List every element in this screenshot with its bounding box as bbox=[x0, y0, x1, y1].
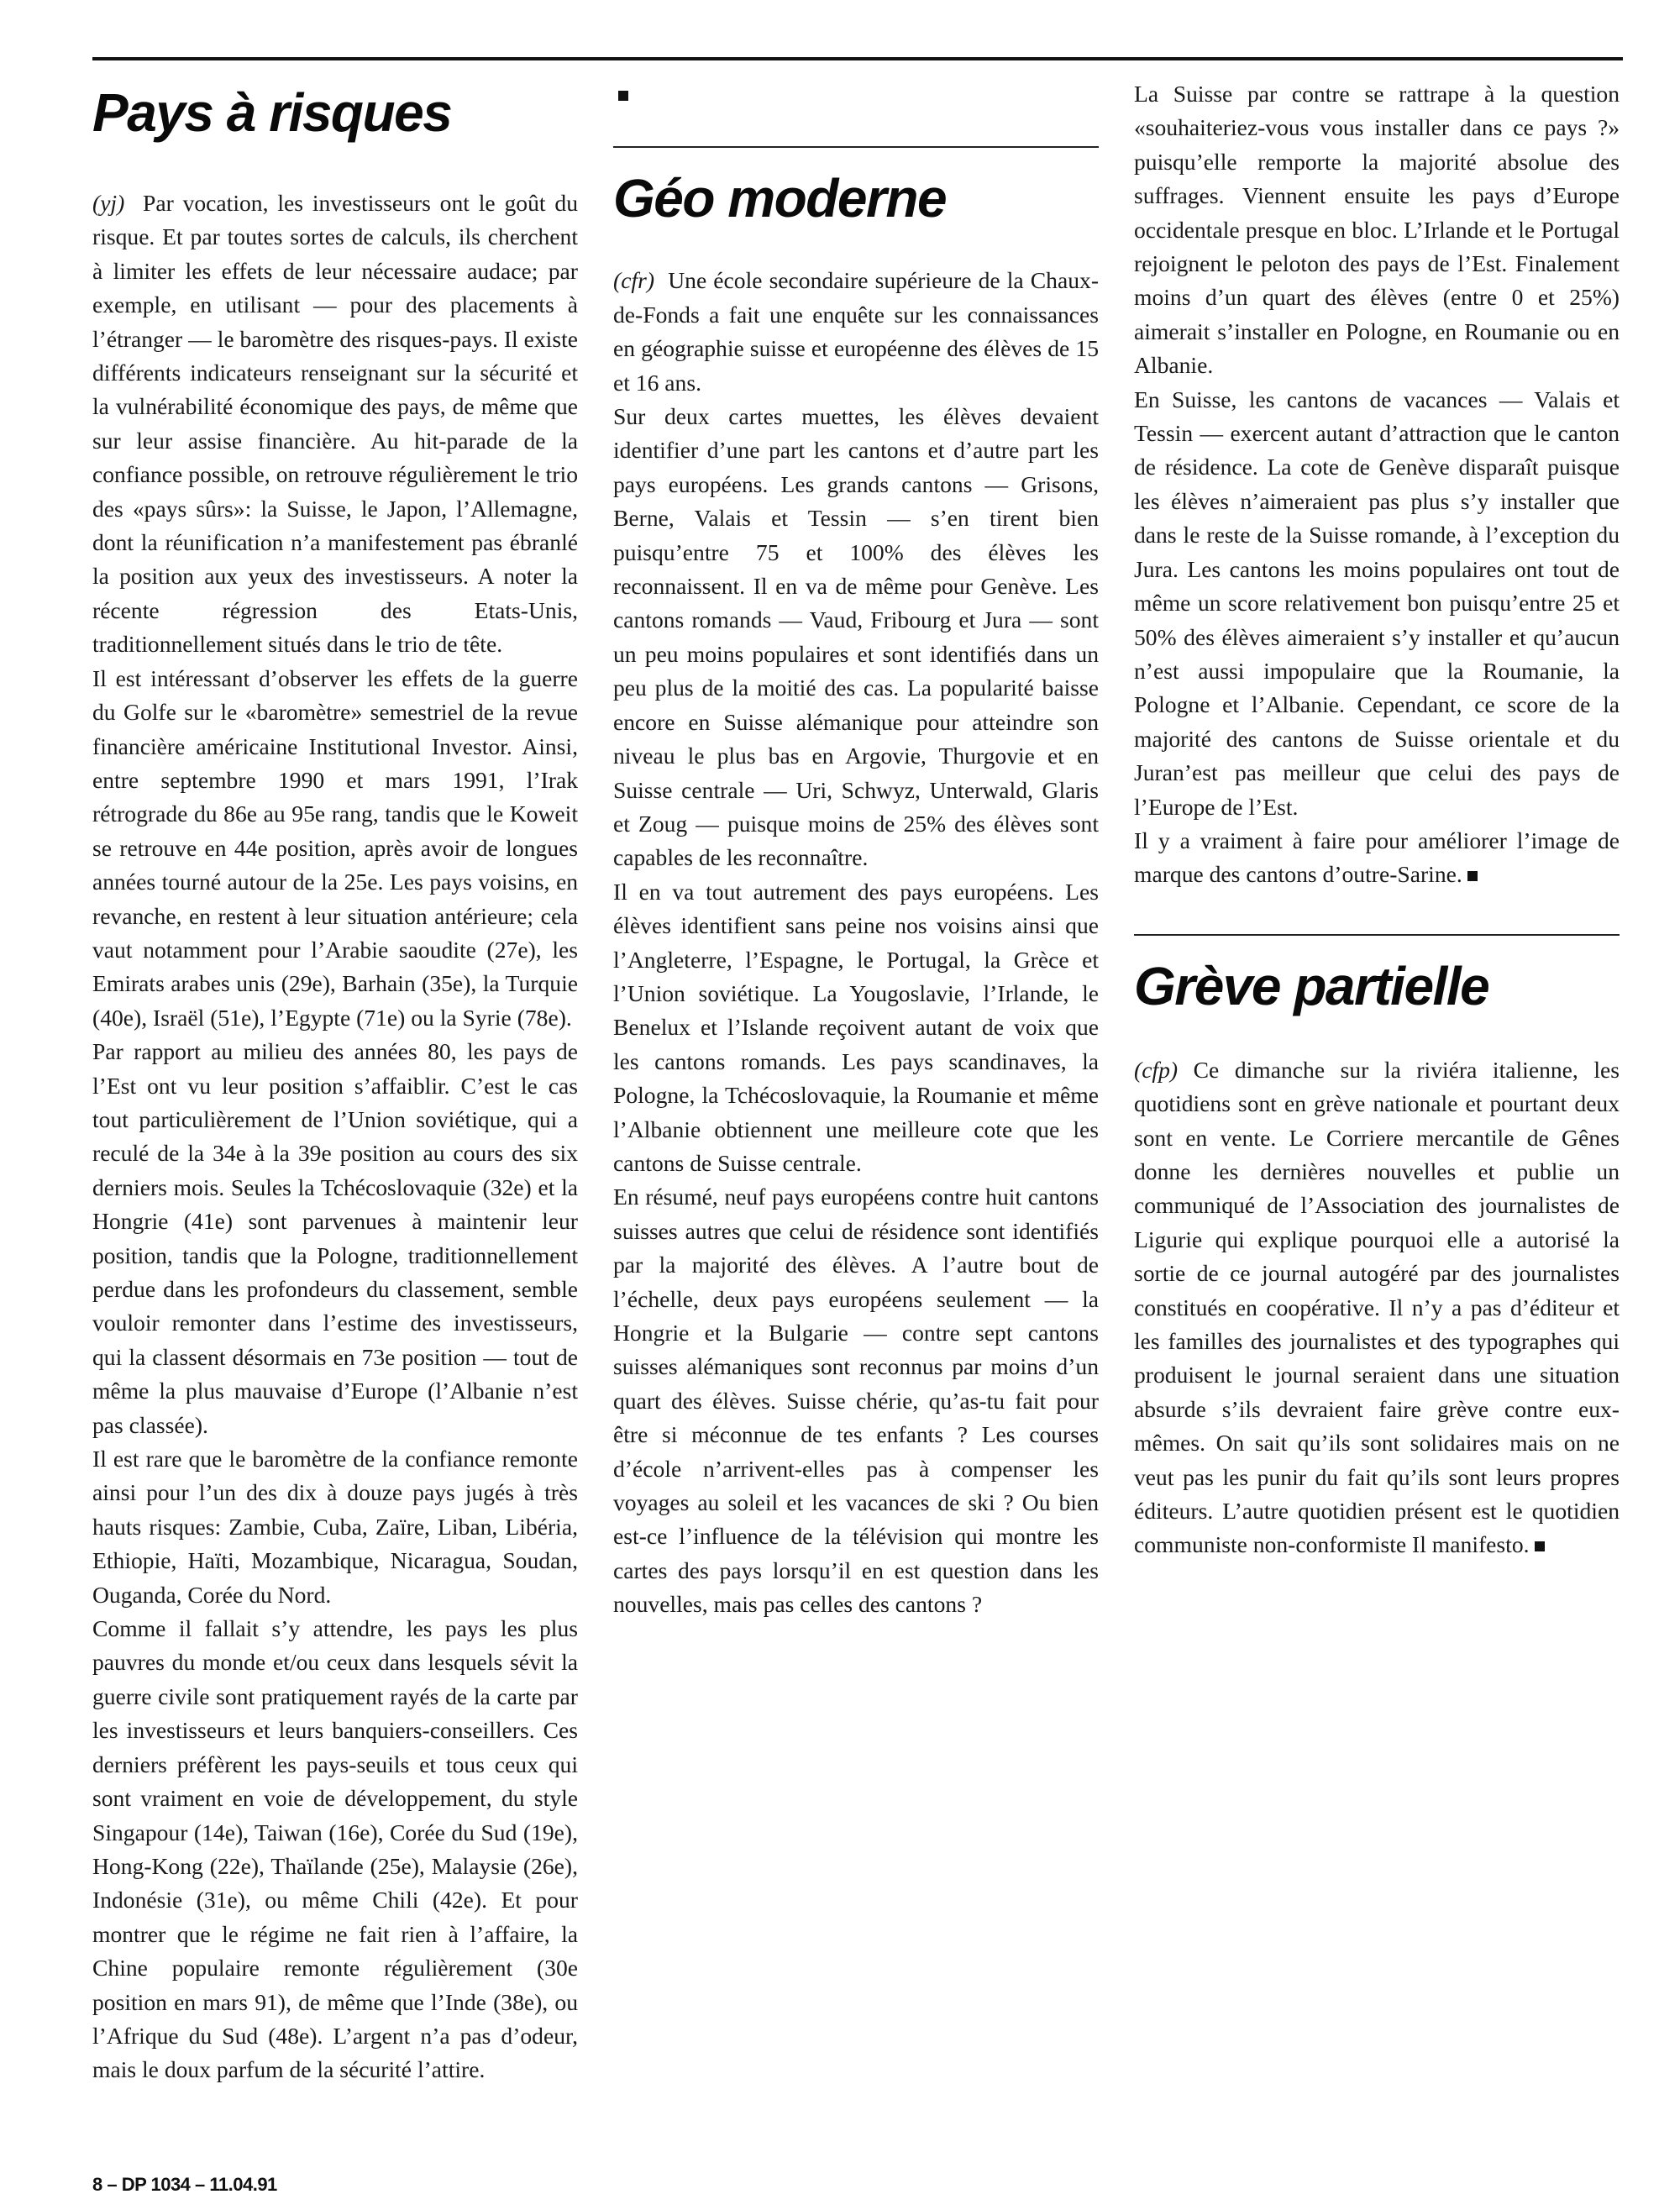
paragraph-text: La Suisse par contre se rattrape à la question «souhaiteriez-vous vous installer dans ce pays ?» puisqu’elle remporte la majorité absolue des suffrages. Viennent ensuite les pays d’Europe occidentale presque en bloc. L’Irlande et le Portugal rejoignent le peloton des pays de l’Est. Finalement moins d’un quart des élèves (entre 0 et 25%) aimerait s’installer en Pologne, en Roumanie ou en Albanie. bbox=[1134, 81, 1620, 379]
column-3 bbox=[1134, 77, 1620, 1562]
paragraph-text: Il est rare que le baromètre de la confiance remonte ainsi pour l’un des dix à douze pays jugés à très hauts risques: Zambie, Cuba, Zaïre, Liban, Libéria, Ethiopie, Haïti, Mozambique, Nicaragua, Soudan, Ouganda, Corée du Nord. bbox=[92, 1446, 578, 1608]
paragraph bbox=[1134, 1053, 1620, 1562]
end-of-article-mark bbox=[1535, 1541, 1545, 1551]
paragraph-text: Ce dimanche sur la riviéra italienne, les quotidiens sont en grève nationale et pourtant deux sont en vente. Le Corriere mercantile de Gênes donne les dernières nouvelles et publie un communiqué de l’Association des journalistes de Ligurie qui explique pourquoi elle a autorisé la sortie de ce journal autogéré par des journalistes constitués en coopérative. Il n’y a pas d’éditeur et les familles des journalistes et des typographes qui produisent le journal seraient dans une situation absurde s’ils devraient faire grève contre eux-mêmes. On sait qu’ils sont solidaires mais on ne veut pas les punir du fait qu’ils sont leurs propres éditeurs. L’autre quotidien présent est le quotidien communiste non-conformiste Il manifesto. bbox=[1134, 1056, 1620, 1558]
paragraph-text: Par vocation, les investisseurs ont le goût du risque. Et par toutes sortes de calculs, ils cherchent à limiter les effets de leur nécessaire audace; par exemple, en utilisant — pour des placements à l’étranger — le baromètre des risques-pays. Il existe différents indicateurs renseignant sur la sécurité et la vulnérabilité économique des pays, de même que sur leur assise financière. Au hit-parade de la confiance possible, on retrouve régulièrement le trio des «pays sûrs»: la Suisse, le Japon, l’Allemagne, dont la réunification n’a manifestement pas ébranlé la position aux yeux des investisseurs. A noter la récente régression des Etats-Unis, traditionnellement situés dans le trio de tête. bbox=[92, 190, 578, 658]
article-title-greve-partielle: Grève partielle bbox=[1134, 955, 1489, 1016]
paragraph bbox=[1134, 824, 1620, 892]
paragraph-text: Comme il fallait s’y attendre, les pays les plus pauvres du monde et/ou ceux dans lesquels sévit la guerre civile sont pratiquement rayés de la carte par les investisseurs et leurs banquiers-conseillers. Ces derniers préfèrent les pays-seuils et tous ceux qui sont vraiment en voie de développement, du style Singapour (14e), Taiwan (16e), Corée du Sud (19e), Hong-Kong (22e), Thaïlande (25e), Malaysie (26e), Indonésie (31e), ou même Chili (42e). Et pour montrer que le régime ne fait rien à l’affaire, la Chine populaire remonte régulièrement (30e position en mars 91), de même que l’Inde (38e), ou l’Afrique du Sud (48e). L’argent n’a pas d’odeur, mais le doux parfum de la sécurité l’attire. bbox=[92, 1615, 578, 2083]
section-divider bbox=[613, 146, 1099, 148]
end-of-article-mark bbox=[1467, 871, 1478, 881]
section-divider bbox=[1134, 934, 1620, 936]
paragraph bbox=[92, 186, 578, 662]
author-signature: (cfp) bbox=[1134, 1056, 1179, 1083]
paragraph-text: Il en va tout autrement des pays européens. Les élèves identifient sans peine nos voisins ainsi que l’Angleterre, l’Espagne, le Portugal, la Grèce et l’Union soviétique. La Yougoslavie, l’Irlande, le Benelux et l’Islande reçoivent autant de voix que les cantons romands. Les pays scandinaves, la Pologne, la Tchécoslovaquie, la Roumanie et même l’Albanie obtiennent une meilleure cote que les cantons de Suisse centrale. bbox=[613, 878, 1099, 1176]
article-title-pays-a-risques: Pays à risques bbox=[92, 82, 452, 143]
paragraph-text: Il est intéressant d’observer les effets de la guerre du Golfe sur le «baromètre» semestriel de la revue financière américaine Institutional Investor. Ainsi, entre septembre 1990 et mars 1991, l’Irak rétrograde du 86e au 95e rang, tandis que le Koweit se retrouve en 44e position, après avoir de longues années tourné autour de la 25e. Les pays voisins, en revanche, en restent à leur situation antérieure; cela vaut notamment pour l’Arabie saoudite (27e), les Emirats arabes unis (29e), Barhain (35e), la Turquie (40e), Israël (51e), l’Egypte (71e) ou la Syrie (78e). bbox=[92, 664, 578, 1031]
paragraph-text: En Suisse, les cantons de vacances — Valais et Tessin — exercent autant d’attraction que le canton de résidence. La cote de Genève disparaît puisque les élèves n’aimeraient pas plus s’y installer que dans le reste de la Suisse romande, à l’exception du Jura. Les cantons les moins populaires ont tout de même un score relativement bon puisqu’entre 25 et 50% des élèves aimeraient s’y installer et qu’aucun n’est aussi impopulaire que la Roumanie, la Pologne et l’Albanie. Cependant, ce score de la majorité des cantons de Suisse orientale et du Juran’est pas meilleur que celui des pays de l’Europe de l’Est. bbox=[1134, 386, 1620, 820]
column-1 bbox=[92, 77, 578, 2087]
author-signature: (cfr) bbox=[613, 267, 655, 294]
paragraph-text: Sur deux cartes muettes, les élèves devaient identifier d’une part les cantons et d’autre part les pays européens. Les grands cantons — Grisons, Berne, Valais et Tessin — s’en tirent bien puisqu’entre 75 et 100% des élèves les reconnaissent. Il en va de même pour Genève. Les cantons romands — Vaud, Fribourg et Jura — sont un peu moins populaires et sont identifiés dans un peu plus de la moitié des cas. La popularité baisse encore en Suisse alémanique pour atteindre son niveau le plus bas en Argovie, Thurgovie et en Suisse centrale — Uri, Schwyz, Unterwald, Glaris et Zoug — puisque moins de 25% des élèves sont capables de les reconnaître. bbox=[613, 403, 1099, 871]
paragraph bbox=[92, 1035, 578, 1442]
paragraph-text: Une école secondaire supérieure de la Chaux-de-Fonds a fait une enquête sur les connaissances en géographie suisse et européenne des élèves de 15 et 16 ans. bbox=[613, 267, 1100, 396]
article-title-geo-moderne: Géo moderne bbox=[613, 168, 947, 229]
paragraph bbox=[92, 1442, 578, 1612]
author-signature: (yj) bbox=[92, 190, 125, 216]
paragraph bbox=[613, 1180, 1099, 1621]
paragraph bbox=[613, 400, 1099, 875]
paragraph-text: Il y a vraiment à faire pour améliorer l’image de marque des cantons d’outre-Sarine. bbox=[1134, 827, 1620, 888]
paragraph bbox=[92, 662, 578, 1035]
paragraph bbox=[613, 264, 1099, 400]
end-of-article-mark bbox=[618, 91, 628, 101]
paragraph-text: Par rapport au milieu des années 80, les pays de l’Est ont vu leur position s’affaiblir. C’est le cas tout particulièrement de l’Union soviétique, qui a reculé de la 34e à la 39e position au cours des six derniers mois. Seules la Tchécoslovaquie (32e) et la Hongrie (41e) sont parvenues à maintenir leur position, tandis que la Pologne, traditionnellement perdue dans les profondeurs du classement, semble vouloir remonter dans l’estime des investisseurs, qui la classent désormais en 73e position — tout de même la plus mauvaise d’Europe (l’Albanie n’est pas classée). bbox=[92, 1038, 578, 1438]
paragraph bbox=[92, 1612, 578, 2087]
paragraph bbox=[1134, 383, 1620, 824]
page-footer: 8 – DP 1034 – 11.04.91 bbox=[92, 2174, 277, 2195]
paragraph-text: En résumé, neuf pays européens contre huit cantons suisses autres que celui de résidence sont identifiés par la majorité des élèves. A l’autre bout de l’échelle, deux pays européens seulement — la Hongrie et la Bulgarie — contre sept cantons suisses alémaniques sont reconnus par moins d’un quart des élèves. Suisse chérie, qu’as-tu fait pour être si méconnue de tes enfants ? Les courses d’école n’arrivent-elles pas à compenser les voyages au soleil et les vacances de ski ? Ou bien est-ce l’influence de la télévision qui montre les cartes des pays lorsqu’il en est question dans les nouvelles, mais pas celles des cantons ? bbox=[613, 1184, 1099, 1618]
paragraph-continued bbox=[613, 77, 1099, 111]
top-rule bbox=[92, 57, 1623, 60]
paragraph bbox=[1134, 77, 1620, 383]
column-2 bbox=[613, 77, 1099, 1622]
paragraph bbox=[613, 875, 1099, 1181]
